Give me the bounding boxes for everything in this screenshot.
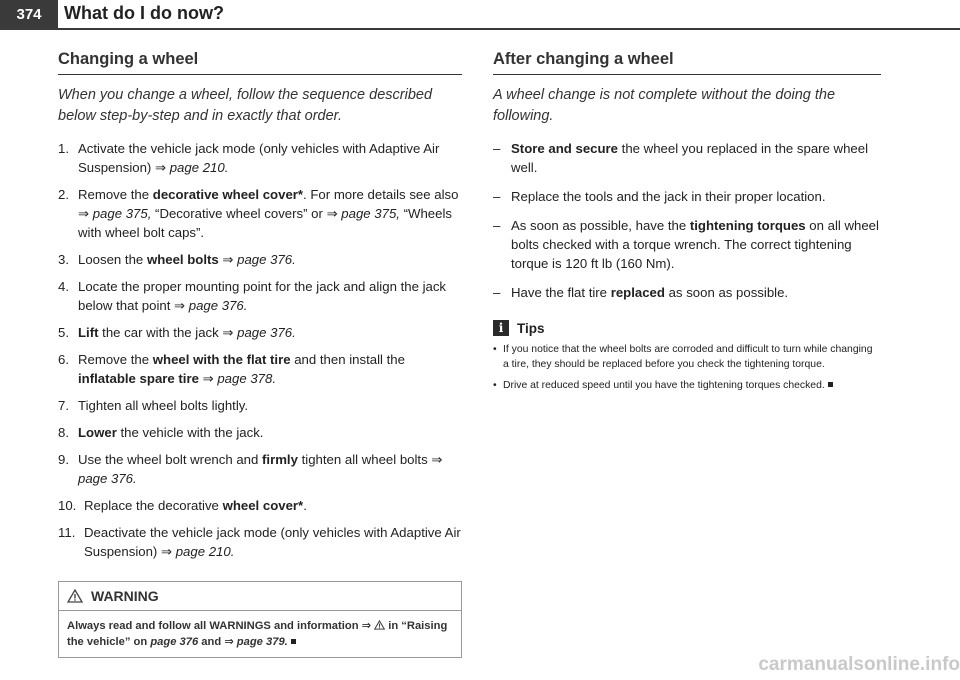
changing-wheel-intro: When you change a wheel, follow the sequence described below step-by-step and in exactly that order. xyxy=(58,87,433,124)
step-4: 4. Locate the proper mounting point for the jack and align the jack below that point ⇒ page 376. xyxy=(58,279,447,313)
warning-text: Always read and follow all WARNINGS and information ⇒ in “Raising the vehicle” on page 376 and ⇒ page 379. xyxy=(67,620,448,648)
step-7: 7. Tighten all wheel bolts lightly. xyxy=(58,398,249,413)
steps-list xyxy=(58,139,462,561)
after-changing-intro: A wheel change is not complete without the doing the following. xyxy=(493,87,836,124)
page-link[interactable]: ⇒ page 379. xyxy=(224,636,288,648)
page-link[interactable]: ⇒ page 375, xyxy=(326,206,400,221)
after-changing-heading: After changing a wheel xyxy=(493,50,881,75)
header-rule xyxy=(0,28,960,30)
page-link[interactable]: page 376 xyxy=(150,636,199,648)
step-9: 9. Use the wheel bolt wrench and firmly tighten all wheel bolts ⇒ page 376. xyxy=(58,452,443,486)
watermark: carmanualsonline.info xyxy=(758,654,960,675)
page-link[interactable]: ⇒ page 376. xyxy=(174,298,248,313)
warning-triangle-icon xyxy=(374,620,385,630)
page-link[interactable]: ⇒ page 376. xyxy=(78,452,443,486)
page-link[interactable]: ⇒ page 375, xyxy=(78,206,152,221)
page-number: 374 xyxy=(0,0,58,30)
tips-header xyxy=(493,320,881,336)
step-2: 2. Remove the decorative wheel cover*. For more details see also ⇒ page 375, “Decorative wheel covers” or ⇒ page 375, “Wheels with wheel bolt caps”. xyxy=(58,187,459,240)
warning-title: WARNING xyxy=(91,588,159,604)
tips-title: Tips xyxy=(517,320,545,336)
end-mark-icon xyxy=(828,382,833,387)
page-link[interactable]: ⇒ page 378. xyxy=(198,371,276,386)
list-item: – Have the flat tire replaced as soon as possible. xyxy=(493,283,881,302)
left-column xyxy=(58,50,462,658)
tip-item: • Drive at reduced speed until you have the tightening torques checked. xyxy=(493,378,881,393)
page-link[interactable]: ⇒ page 210. xyxy=(154,160,229,175)
step-5: 5. Lift the car with the jack ⇒ page 376. xyxy=(58,325,296,340)
section-title: What do I do now? xyxy=(64,3,224,23)
end-mark-icon xyxy=(291,639,296,644)
step-6: 6. Remove the wheel with the flat tire and then install the inflatable spare tire ⇒ page 378. xyxy=(58,352,405,386)
list-item: – Store and secure the wheel you replaced in the spare wheel well. xyxy=(493,139,881,177)
page-link[interactable]: ⇒ page 376. xyxy=(218,252,296,267)
warning-triangle-icon xyxy=(67,589,83,603)
page-header xyxy=(0,0,960,30)
page-link[interactable]: ⇒ page 210. xyxy=(160,544,235,559)
page-link[interactable]: ⇒ page 376. xyxy=(222,325,296,340)
info-icon: i xyxy=(493,320,509,336)
step-8: 8. Lower the vehicle with the jack. xyxy=(58,425,264,440)
right-column xyxy=(493,50,881,399)
step-1: 1. Activate the vehicle jack mode (only vehicles with Adaptive Air Suspension) ⇒ page 210. xyxy=(58,141,440,175)
after-list xyxy=(493,139,881,302)
step-10: 10. Replace the decorative wheel cover*. xyxy=(58,498,307,513)
tip-item: • If you notice that the wheel bolts are corroded and difficult to turn while changing a tire, they should be replaced before you check the tightening torque. xyxy=(493,342,881,372)
changing-wheel-heading: Changing a wheel xyxy=(58,50,462,75)
list-item: – Replace the tools and the jack in their proper location. xyxy=(493,187,881,206)
warning-box xyxy=(58,581,462,658)
list-item: – As soon as possible, have the tightening torques on all wheel bolts checked with a torque wrench. The correct tightening torque is 120 ft lb (160 Nm). xyxy=(493,216,881,273)
step-3: 3. Loosen the wheel bolts ⇒ page 376. xyxy=(58,252,296,267)
tips-list xyxy=(493,342,881,393)
step-11: 11. Deactivate the vehicle jack mode (only vehicles with Adaptive Air Suspension) ⇒ page 210. xyxy=(58,525,461,559)
